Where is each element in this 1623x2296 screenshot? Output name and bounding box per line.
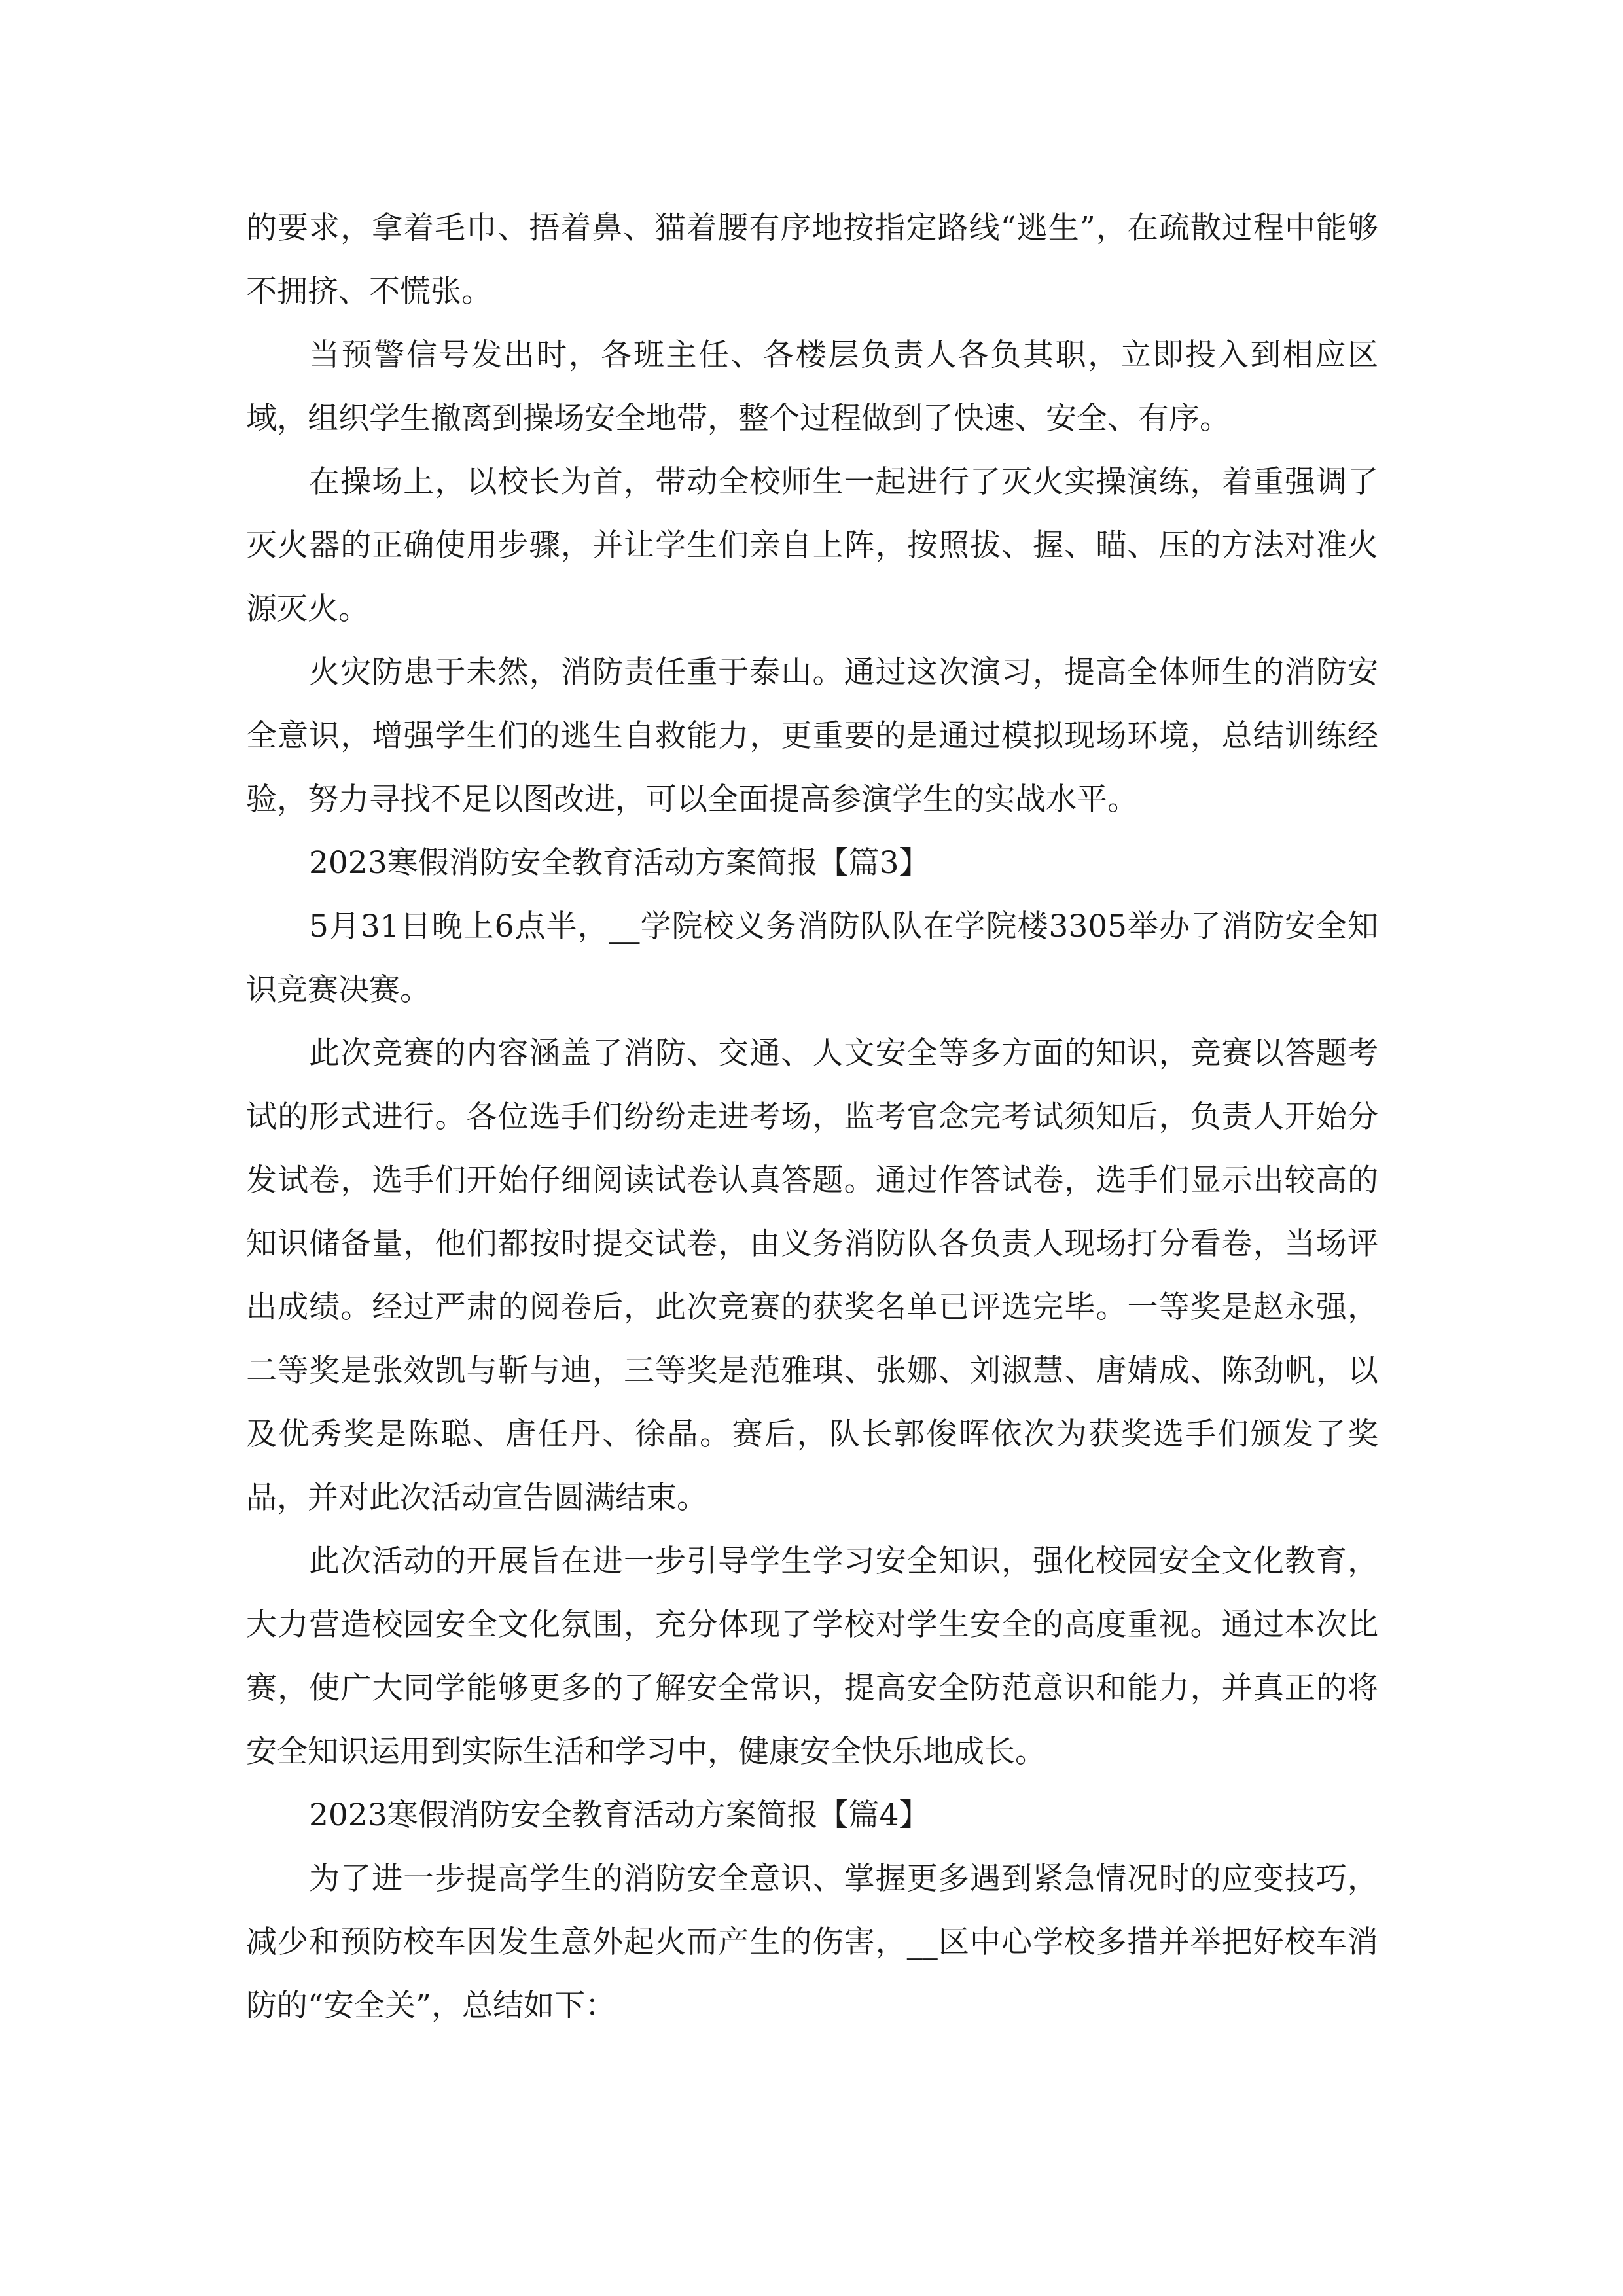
paragraph: 当预警信号发出时，各班主任、各楼层负责人各负其职，立即投入到相应区域，组织学生撤离到操场安全地带，整个过程做到了快速、安全、有序。 <box>246 337 1378 437</box>
paragraph: 5月31日晚上6点半，__学院校义务消防队队在学院楼3305举办了消防安全知识竞赛决赛。 <box>246 908 1378 1008</box>
paragraph: 为了进一步提高学生的消防安全意识、掌握更多遇到紧急情况时的应变技巧，减少和预防校车因发生意外起火而产生的伤害，__区中心学校多措并举把好校车消防的“安全关”，总结如下： <box>246 1861 1378 2024</box>
paragraph: 此次活动的开展旨在进一步引导学生学习安全知识，强化校园安全文化教育，大力营造校园安全文化氛围，充分体现了学校对学生安全的高度重视。通过本次比赛，使广大同学能够更多的了解安全常识，提高安全防范意识和能力，并真正的将安全知识运用到实际生活和学习中，健康安全快乐地成长。 <box>246 1543 1378 1770</box>
document-body <box>246 196 1378 2037</box>
paragraph: 在操场上，以校长为首，带动全校师生一起进行了灭火实操演练，着重强调了灭火器的正确使用步骤，并让学生们亲自上阵，按照拔、握、瞄、压的方法对准火源灭火。 <box>246 464 1378 627</box>
paragraph: 火灾防患于未然，消防责任重于泰山。通过这次演习，提高全体师生的消防安全意识，增强学生们的逃生自救能力，更重要的是通过模拟现场环境，总结训练经验，努力寻找不足以图改进，可以全面提高参演学生的实战水平。 <box>246 655 1378 817</box>
paragraph: 此次竞赛的内容涵盖了消防、交通、人文安全等多方面的知识，竞赛以答题考试的形式进行。各位选手们纷纷走进考场，监考官念完考试须知后，负责人开始分发试卷，选手们开始仔细阅读试卷认真答题。通过作答试卷，选手们显示出较高的知识储备量，他们都按时提交试卷，由义务消防队各负责人现场打分看卷，当场评出成绩。经过严肃的阅卷后，此次竞赛的获奖名单已评选完毕。一等奖是赵永强，二等奖是张效凯与靳与迪，三等奖是范雅琪、张娜、刘淑慧、唐婧成、陈劲帆，以及优秀奖是陈聪、唐任丹、徐晶。赛后，队长郭俊晖依次为获奖选手们颁发了奖品，并对此次活动宣告圆满结束。 <box>246 1035 1378 1516</box>
section-heading: 2023寒假消防安全教育活动方案简报【篇4】 <box>309 1797 930 1833</box>
paragraph-continuation: 的要求，拿着毛巾、捂着鼻、猫着腰有序地按指定路线“逃生”，在疏散过程中能够不拥挤、不慌张。 <box>246 210 1378 310</box>
section-heading: 2023寒假消防安全教育活动方案简报【篇3】 <box>309 845 930 881</box>
